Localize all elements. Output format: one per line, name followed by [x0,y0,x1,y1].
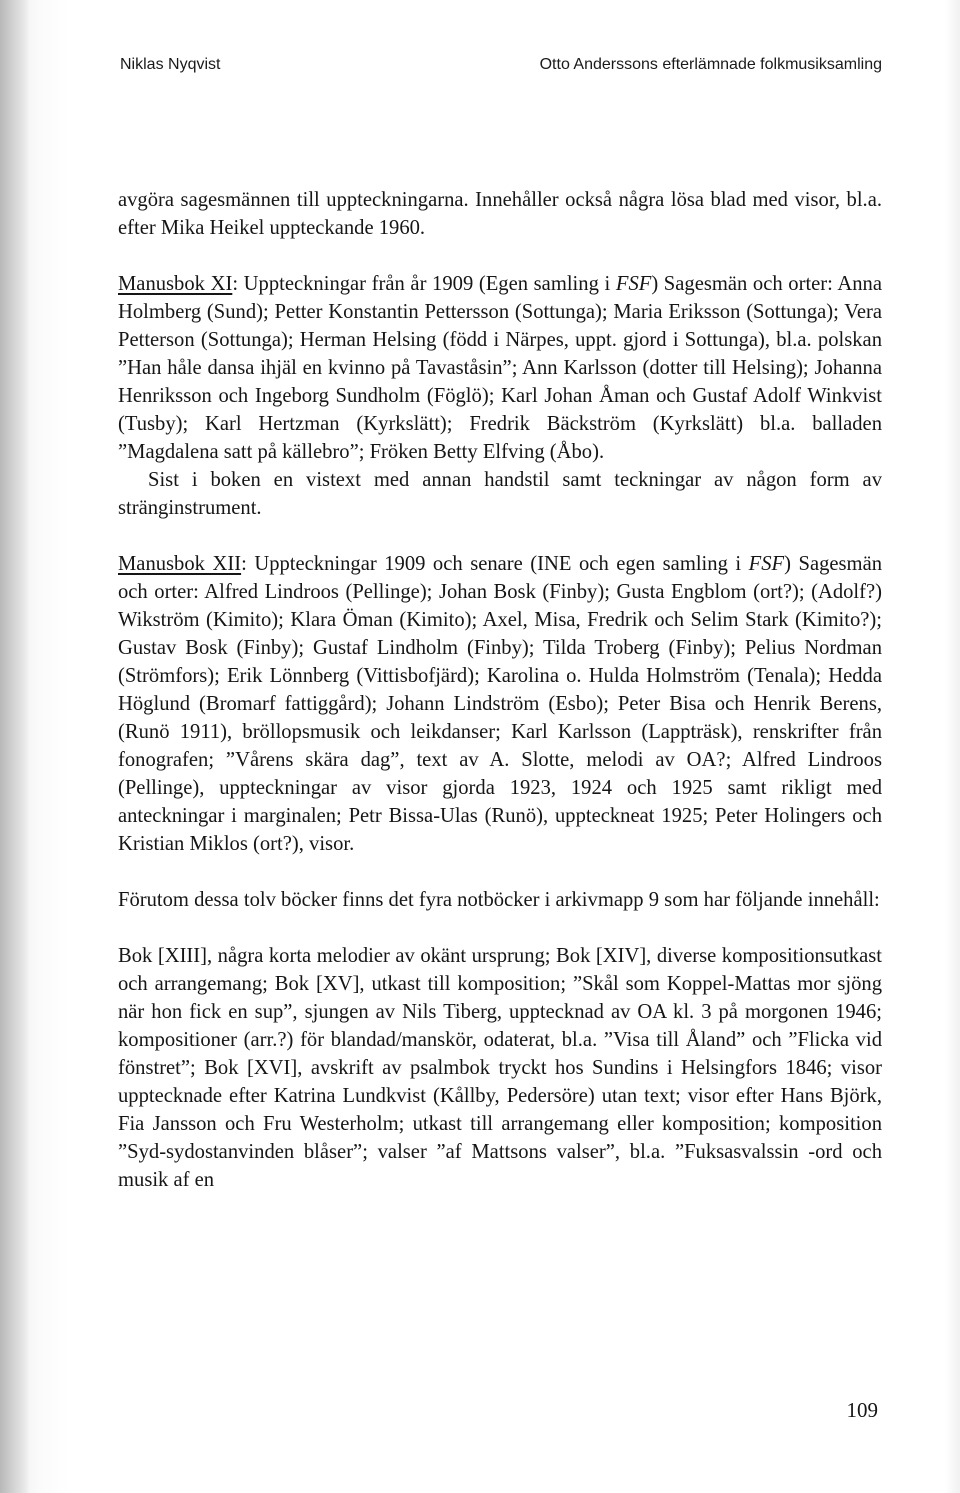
paragraph-vistext: Sist i boken en vistext med annan handstil samt teckningar av någon form av stränginstrument. [118,469,882,519]
paragraph-gap [118,858,882,886]
header-author: Niklas Nyqvist [120,56,221,73]
page-number: 109 [846,1398,878,1422]
manusbok-xi-text-a: : Uppteckningar från år 1909 (Egen samling i [232,273,616,295]
manusbok-xii-text-a: : Uppteckningar 1909 och senare (INE och egen samling i [241,553,749,575]
paragraph-bocker-list: Bok [XIII], några korta melodier av okänt ursprung; Bok [XIV], diverse kompositionsutkast och arrangemang; Bok [XV], utkast till komposition; ”Skål som Koppel-Mattas mor sjöng när hon fick en sup”, sjungen av Nils Tiberg, upptecknad av OA kl. 3 på morgonen 1946; kompositioner (arr.?) för blandad/manskör, odaterat, bl.a. ”Visa till Åland” och ”Flicka vid fönstret”; Bok [XVI], avskrift av psalmbok tryckt hos Sundins i Helsingfors 1846; visor upptecknade efter Katrina Lundkvist (Kållby, Pedersöre) utan text; visor efter Hans Björk, Fia Jansson och Fru Westerholm; utkast till arrangemang eller komposition; komposition ”Syd-sydostanvinden blåser”; valser ”af Mattsons valser”, bl.a. ”Fuksasvalssin -ord och musik af en [118,945,882,1191]
paragraph-gap [118,242,882,270]
body-text [118,186,882,1194]
paragraph-notbocker: Förutom dessa tolv böcker finns det fyra notböcker i arkivmapp 9 som har följande innehåll: [118,889,880,911]
paragraph-manusbok-xii [118,550,882,858]
paragraph-continuation: avgöra sagesmännen till uppteckningarna. Innehåller också några lösa blad med visor, bl.a. efter Mika Heikel uppteckande 1960. [118,189,882,239]
paragraph-manusbok-xi [118,270,882,466]
manusbok-xi-heading: Manusbok XI [118,273,233,295]
paragraph-gap [118,522,882,550]
header-title: Otto Anderssons efterlämnade folkmusiksamling [539,56,882,73]
manusbok-xi-text-b: ) Sagesmän och orter: Anna Holmberg (Sund); Petter Konstantin Pettersson (Sottunga); Maria Eriksson (Sottunga); Vera Petterson (Sottunga); Herman Helsing (född i Närpes, uppt. gjord i Sottunga), bl.a. polskan ”Han håle dansa ihjäl en kvinno på Tavaståsin”; Ann Karlsson (dotter till Helsing); Johanna Henriksson och Ingeborg Sundholm (Föglö); Karl Johan Åman och Gustaf Adolf Winkvist (Tusby); Karl Hertzman (Kyrkslätt); Fredrik Bäckström (Kyrkslätt) bl.a. balladen ”Magdalena satt på källebro”; Fröken Betty Elfving (Åbo). [118,273,882,463]
running-header [120,56,882,74]
manusbok-xi-fsf: FSF [615,273,652,295]
book-spine-shadow [0,0,30,1493]
paragraph-gap [118,914,882,942]
manusbok-xii-text-b: ) Sagesmän och orter: Alfred Lindroos (Pellinge); Johan Bosk (Finby); Gusta Engblom (ort?); (Adolf?) Wikström (Kimito); Klara Öman (Kimito); Axel, Misa, Fredrik och Selim Stark (Kimito?); Gustav Bosk (Finby); Gustaf Lindholm (Finby); Tilda Troberg (Finby); Pelius Nordman (Strömfors); Erik Lönnberg (Vittisbofjärd); Karolina o. Hulda Holmström (Tenala); Hedda Höglund (Bromarf fattiggård); Johann Lindström (Esbo); Peter Bisa och Henrik Berens, (Runö 1911), bröllopsmusik och leikdanser; Karl Karlsson (Lappträsk), renskrifter från fonografen; ”Vårens skära dag”, text av A. Slotte, melodi av OA?; Alfred Lindroos (Pellinge), uppteckningar av visor gjorda 1923, 1924 och 1925 samt rikligt med anteckningar i marginalen; Petr Bissa-Ulas (Runö), uppteckneat 1925; Peter Holingers och Kristian Miklos (ort?), visor. [118,553,883,855]
manusbok-xii-heading: Manusbok XII [118,553,242,575]
manusbok-xii-fsf: FSF [748,553,785,575]
